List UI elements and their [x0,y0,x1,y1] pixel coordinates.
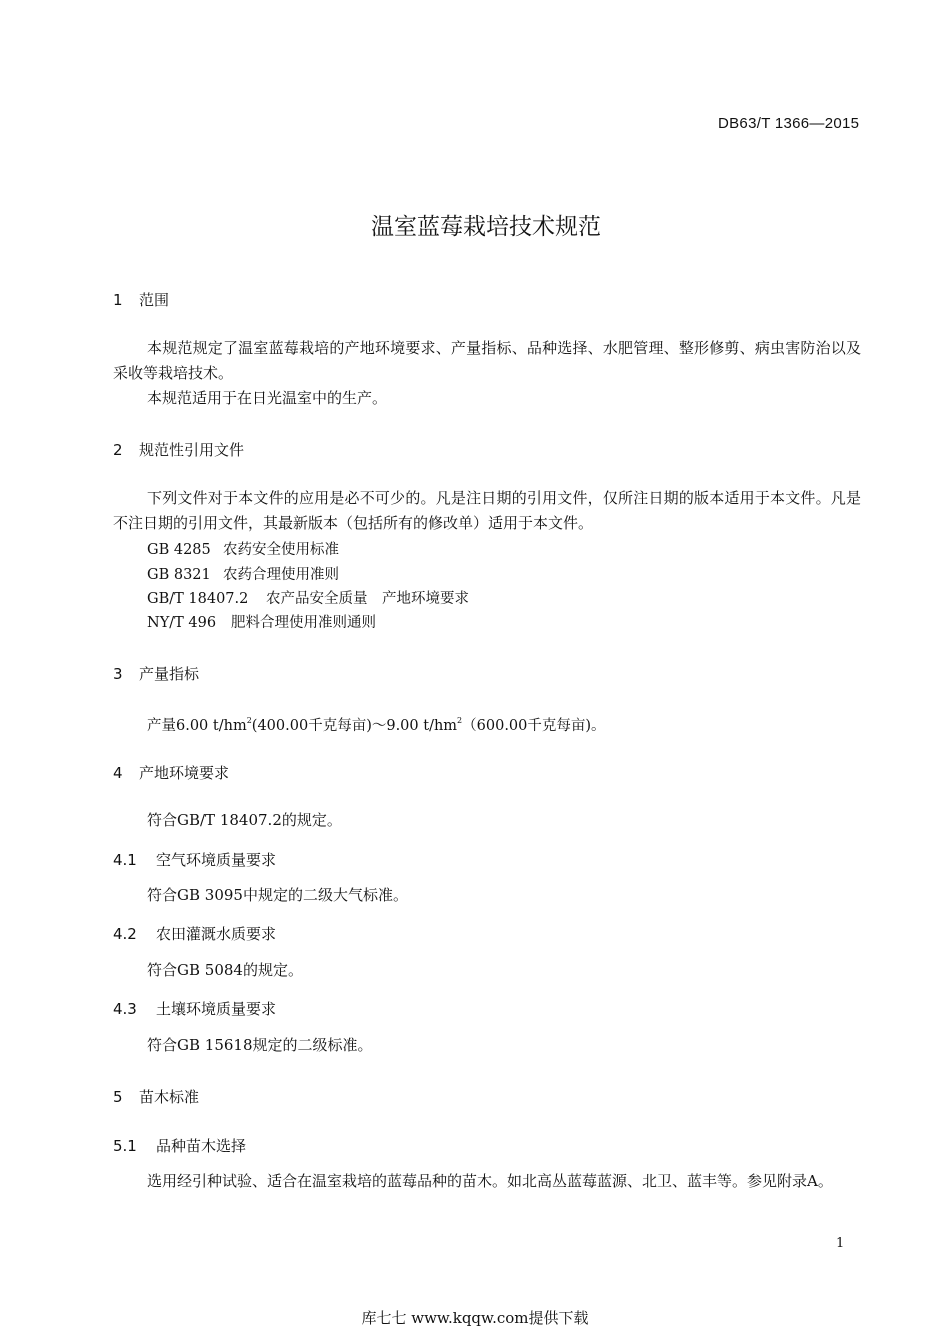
standard-code: DB63/T 1366—2015 [718,115,860,132]
yield-statement [147,708,606,739]
section-number: 5 [113,1088,123,1106]
section-number: 4 [113,764,123,782]
subsection-title: 土壤环境质量要求 [156,1000,277,1018]
reference-item [147,538,339,559]
page-number: 1 [836,1236,845,1251]
reference-name: 农药合理使用准则 [223,567,339,583]
reference-code: NY/T 496 [147,615,217,631]
section-2-heading [113,439,244,460]
subsection-number: 5.1 [113,1137,137,1155]
subsection-4-2-heading [113,923,276,944]
reference-name: 农产品安全质量 产地环境要求 [266,591,469,607]
section-title: 产量指标 [139,665,200,683]
section-title: 苗木标准 [139,1088,200,1106]
section-number: 1 [113,291,123,309]
document-title: 温室蓝莓栽培技术规范 [371,214,601,240]
section-number: 3 [113,665,123,683]
superscript: 2 [246,716,252,725]
subsection-title: 品种苗木选择 [156,1137,247,1155]
section-title: 规范性引用文件 [139,441,245,459]
section-number: 2 [113,441,123,459]
reference-code: GB 4285 [147,542,211,558]
subsection-5-1-paragraph: 选用经引种试验、适合在温室栽培的蓝莓品种的苗木。如北高丛蓝莓蓝源、北卫、蓝丰等。参见附录A。 [147,1172,833,1190]
subsection-5-1-heading [113,1135,246,1156]
superscript: 2 [457,716,463,725]
section-4-heading [113,762,229,783]
subsection-4-3-paragraph: 符合GB 15618规定的二级标准。 [147,1036,373,1054]
section-title: 范围 [139,291,170,309]
section-1-paragraph-2: 本规范适用于在日光温室中的生产。 [147,389,388,407]
yield-text: （600.00千克每亩)。 [462,718,606,734]
section-5-heading [113,1086,199,1107]
section-3-heading [113,663,199,684]
subsection-4-1-paragraph: 符合GB 3095中规定的二级大气标准。 [147,886,408,904]
subsection-number: 4.3 [113,1000,137,1018]
subsection-title: 农田灌溉水质要求 [156,925,277,943]
section-2-paragraph: 下列文件对于本文件的应用是必不可少的。凡是注日期的引用文件，仅所注日期的版本适用于本文件。凡是不注日期的引用文件，其最新版本（包括所有的修改单）适用于本文件。 [113,489,861,532]
section-1-paragraph: 本规范规定了温室蓝莓栽培的产地环境要求、产量指标、品种选择、水肥管理、整形修剪、病虫害防治以及采收等栽培技术。 [113,339,861,382]
reference-item [147,611,376,632]
subsection-number: 4.2 [113,925,137,943]
reference-code: GB/T 18407.2 [147,591,249,607]
subsection-4-1-heading [113,849,276,870]
reference-name: 肥料合理使用准则通则 [231,615,376,631]
subsection-4-2-paragraph: 符合GB 5084的规定。 [147,961,303,979]
yield-text: 产量6.00 t/hm [147,718,247,734]
section-1-heading [113,289,169,310]
subsection-number: 4.1 [113,851,137,869]
section-title: 产地环境要求 [139,764,230,782]
footer-watermark: 库七七 www.kqqw.com提供下载 [361,1309,589,1327]
reference-name: 农药安全使用标准 [223,542,339,558]
reference-item [147,587,469,608]
yield-text: (400.00千克每亩)～9.00 t/hm [251,718,458,734]
section-4-paragraph: 符合GB/T 18407.2的规定。 [147,811,342,829]
subsection-title: 空气环境质量要求 [156,851,277,869]
reference-item [147,563,339,584]
reference-code: GB 8321 [147,567,211,583]
subsection-4-3-heading [113,998,276,1019]
